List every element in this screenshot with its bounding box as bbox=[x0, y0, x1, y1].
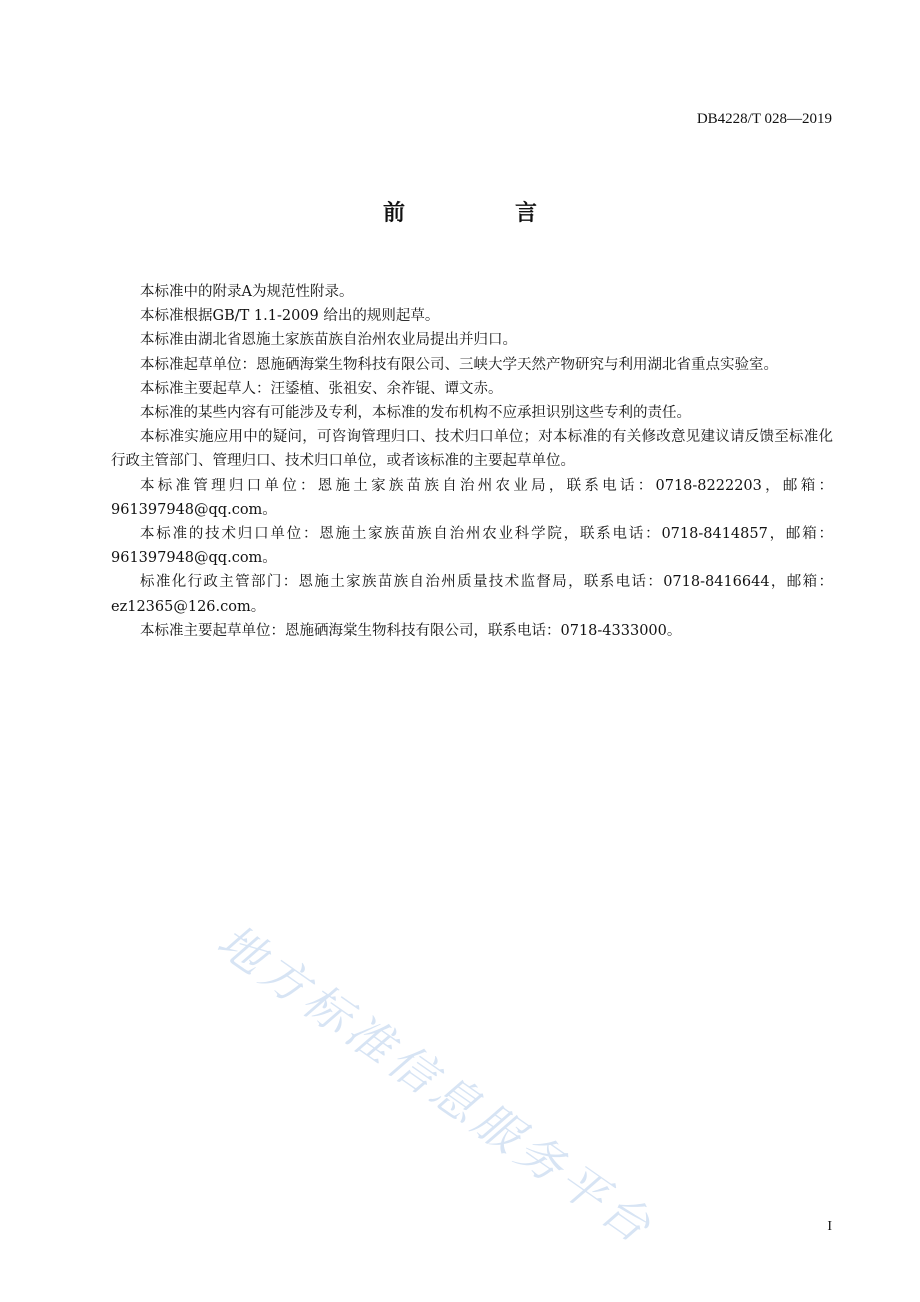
paragraph-administrative-dept: 标准化行政主管部门：恩施土家族苗族自治州质量技术监督局，联系电话：0718-8416644，邮箱：ez12365@126.com。 bbox=[111, 574, 833, 615]
document-code: DB4228/T 028—2019 bbox=[696, 111, 832, 127]
paragraph-drafters: 本标准主要起草人：汪鋈植、张祖安、余祚锟、谭文赤。 bbox=[140, 380, 503, 397]
paragraph-drafting-units: 本标准起草单位：恩施硒海棠生物科技有限公司、三峡大学天然产物研究与利用湖北省重点实验室。 bbox=[140, 356, 778, 373]
paragraph-technical-unit: 本标准的技术归口单位：恩施土家族苗族自治州农业科学院，联系电话：0718-8414857，邮箱：961397948@qq.com。 bbox=[111, 526, 833, 567]
paragraph-main-drafting-unit: 本标准主要起草单位：恩施硒海棠生物科技有限公司，联系电话：0718-4333000。 bbox=[140, 622, 682, 639]
watermark: 地方标准信息服务平台 bbox=[207, 913, 665, 1256]
foreword-body bbox=[111, 280, 833, 643]
page-title: 前 言 bbox=[382, 201, 581, 226]
paragraph-appendix: 本标准中的附录A为规范性附录。 bbox=[140, 284, 354, 300]
paragraph-patent-notice: 本标准的某些内容有可能涉及专利，本标准的发布机构不应承担识别这些专利的责任。 bbox=[140, 405, 691, 422]
paragraph-feedback: 本标准实施应用中的疑问，可咨询管理归口、技术归口单位；对本标准的有关修改意见建议请反馈至标准化行政主管部门、管理归口、技术归口单位，或者该标准的主要起草单位。 bbox=[111, 429, 833, 470]
page-number: I bbox=[827, 1219, 832, 1234]
paragraph-proposer: 本标准由湖北省恩施土家族苗族自治州农业局提出并归口。 bbox=[140, 332, 517, 349]
paragraph-management-unit: 本标准管理归口单位：恩施土家族苗族自治州农业局，联系电话：0718-8222203，邮箱：961397948@qq.com。 bbox=[111, 477, 833, 518]
paragraph-drafting-rules: 本标准根据GB/T 1.1-2009 给出的规则起草。 bbox=[140, 308, 440, 325]
